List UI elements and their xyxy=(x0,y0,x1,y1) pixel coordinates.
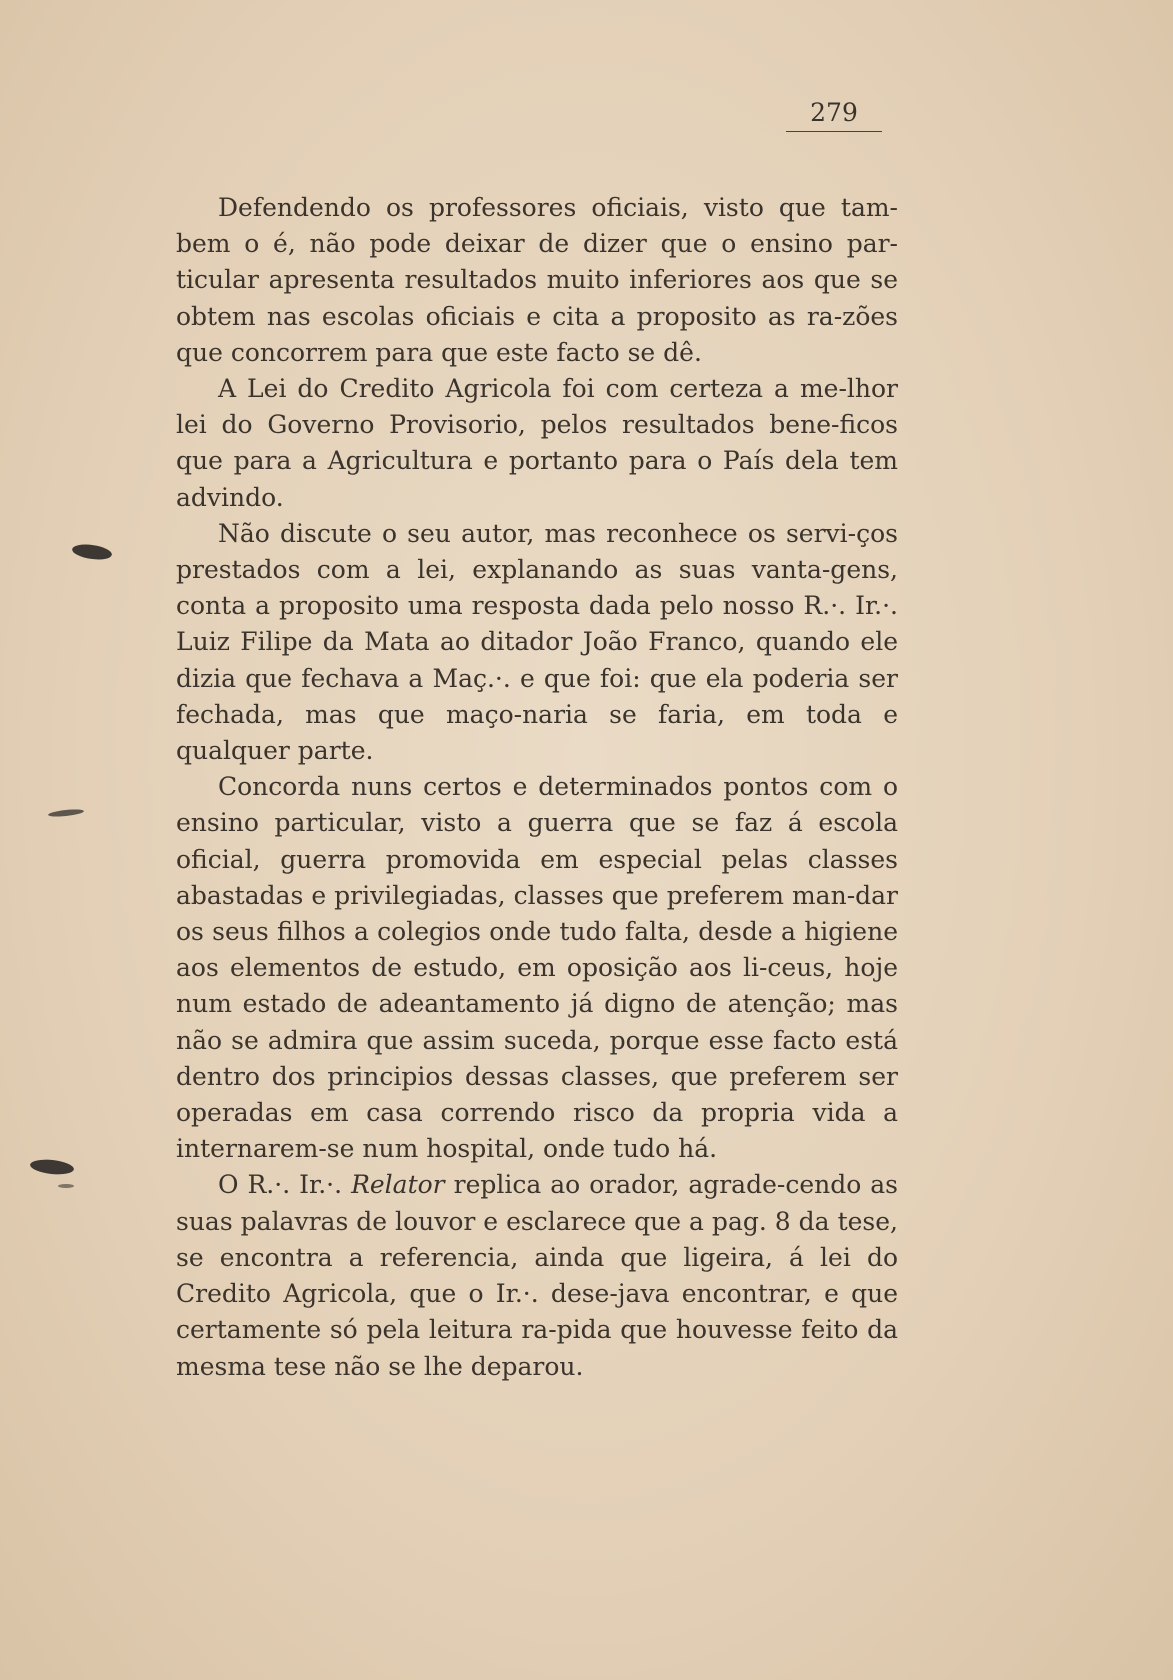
paragraph-prefix: O R.·. Ir.·. xyxy=(218,1170,352,1200)
paragraph: Não discute o seu autor, mas reconhece os servi-ços prestados com a lei, explanando as suas vanta-gens, conta a proposito uma resposta dada pelo nosso R.·. Ir.·. Luiz Filipe da Mata ao ditador João Franco, quando ele dizia que fechava a Maç.·. e que foi: que ela poderia ser fechada, mas que maço-naria se faria, em toda e qualquer parte. xyxy=(176,518,898,766)
ink-stain xyxy=(29,1158,74,1177)
ink-stain xyxy=(48,808,84,818)
paragraph: Defendendo os professores oficiais, visto que tam-bem o é, não pode deixar de dizer que o ensino par-ticular apresenta resultados muito inferiores aos que se obtem nas escolas oficiais e cita a proposito as ra-zões que concorrem para que este facto se dê. xyxy=(176,193,898,367)
paragraph: Concorda nuns certos e determinados pontos com o ensino particular, visto a guerra que se faz á escola oficial, guerra promovida em especial pelas classes abastadas e privilegiadas, classes que preferem man-dar os seus filhos a colegios onde tudo falta, desde a higiene aos elementos de estudo, em oposição aos li-ceus, hoje num estado de adeantamento já digno de atenção; mas não se admira que assim suceda, porque esse facto está dentro dos principios dessas classes, que preferem ser operadas em casa correndo risco da propria vida a internarem-se num hospital, onde tudo há. xyxy=(176,772,898,1164)
relator-italic: Relator xyxy=(351,1170,445,1200)
paragraph-rest: replica ao orador, agrade-cendo as suas palavras de louvor e esclarece que a pag. 8 da tese, se encontra a referencia, ainda que ligeira, á lei do Credito Agricola, que o Ir.·. dese-java encontrar, e que certamente só pela leitura ra-pida que houvesse feito da mesma tese não se lhe deparou. xyxy=(176,1170,898,1381)
page-number: 279 xyxy=(786,98,882,132)
paragraph xyxy=(176,1167,898,1384)
paragraph: A Lei do Credito Agricola foi com certeza a me-lhor lei do Governo Provisorio, pelos resultados bene-ficos que para a Agricultura e portanto para o País dela tem advindo. xyxy=(176,374,898,512)
ink-stain xyxy=(58,1184,74,1188)
ink-stain xyxy=(71,542,113,561)
body-text xyxy=(176,190,898,1385)
